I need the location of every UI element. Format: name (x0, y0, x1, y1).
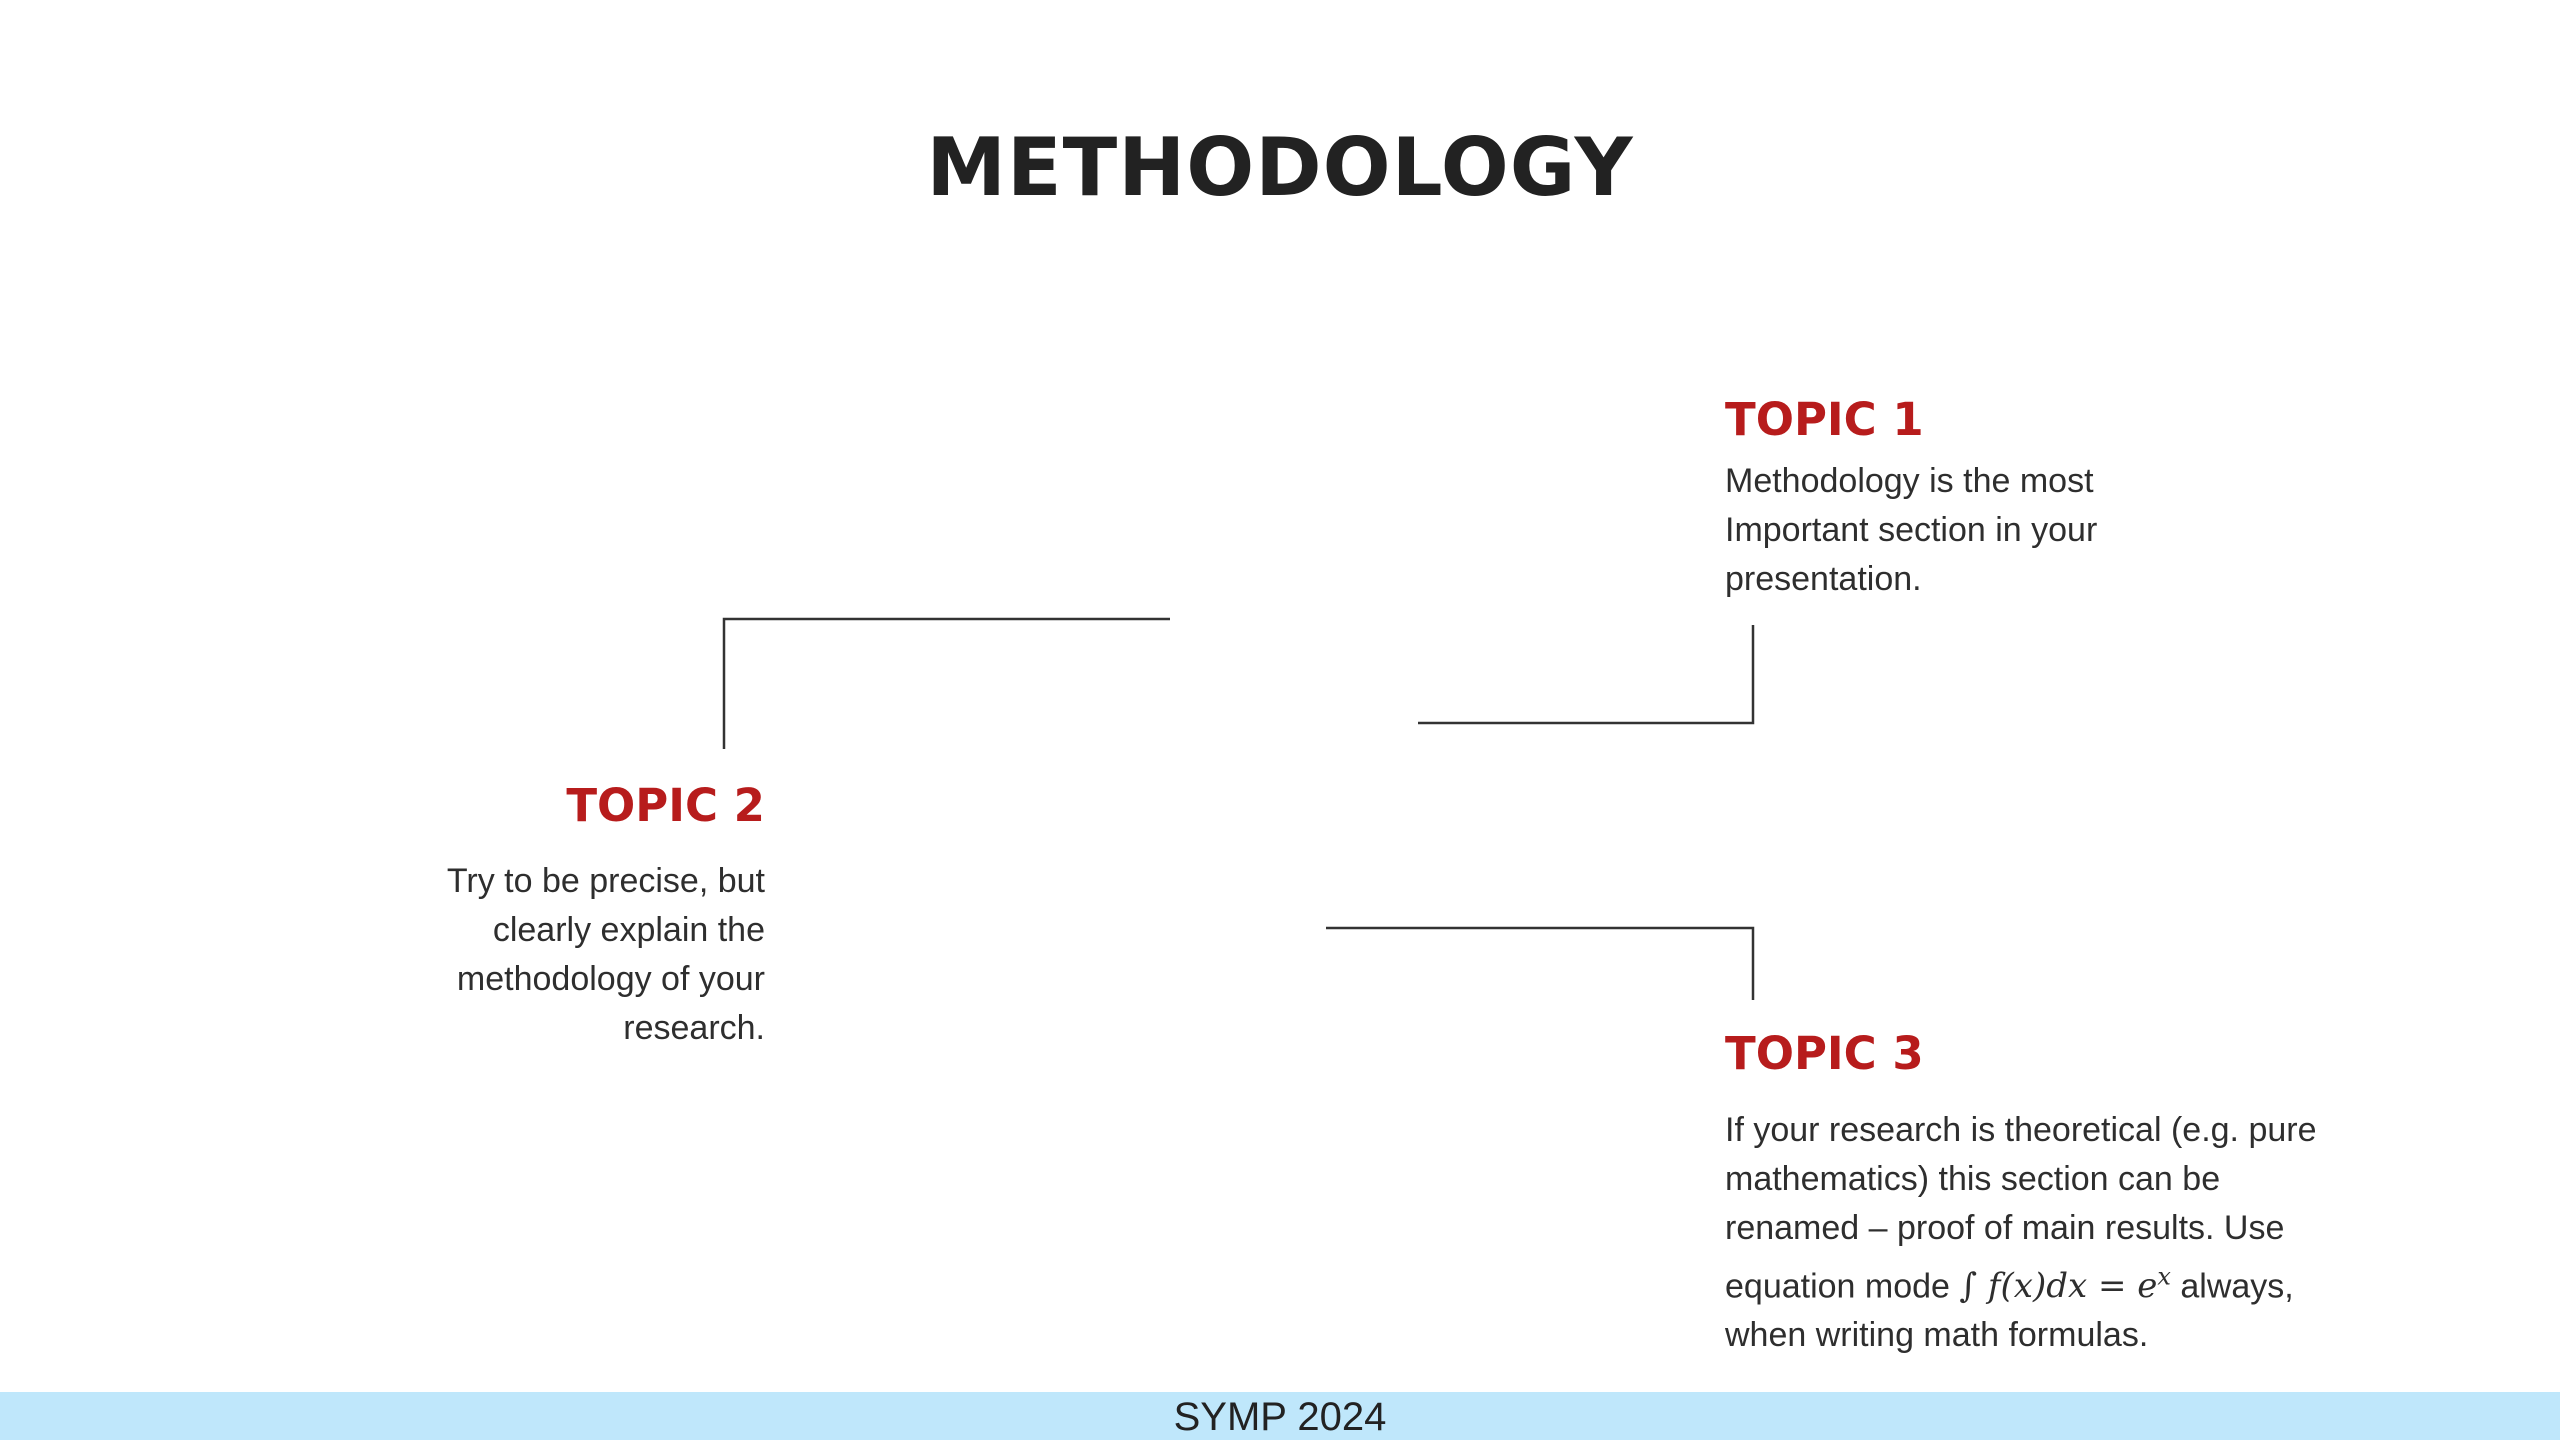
topic-2-line: clearly explain the (492, 911, 765, 949)
equation-superscript: x (2157, 1263, 2171, 1291)
topic-1-line: presentation. (1725, 560, 1922, 598)
equation (1959, 1263, 2171, 1307)
topic-2-line: Try to be precise, but (446, 862, 765, 900)
connector-topic3 (1326, 928, 1753, 1000)
topic-3-equation-line (1725, 1253, 2425, 1311)
equation-body: ∫ f(x)dx = e (1959, 1266, 2158, 1307)
topic-1-line: Important section in your (1725, 511, 2098, 549)
topic-3-line: mathematics) this section can be (1725, 1160, 2221, 1198)
page-title: METHODOLOGY (926, 121, 1634, 214)
topic-2-description (400, 857, 765, 1053)
topic-3-line: when writing math formulas. (1725, 1316, 2149, 1355)
topic-3-equation-suffix: always, (2170, 1267, 2294, 1306)
topic-2-heading: TOPIC 2 (566, 779, 765, 832)
topic-1-line: Methodology is the most (1725, 462, 2094, 500)
connector-topic1 (1418, 625, 1753, 723)
topic-1-heading: TOPIC 1 (1725, 393, 1924, 446)
topic-1-description (1725, 457, 2245, 604)
topic-3-line: renamed – proof of main results. Use (1725, 1209, 2285, 1247)
topic-2-line: methodology of your (456, 960, 765, 998)
topic-3-description (1725, 1106, 2425, 1360)
footer-text: SYMP 2024 (1173, 1395, 1387, 1439)
topic-3-equation-prefix: equation mode (1725, 1267, 1960, 1306)
topic-3-heading: TOPIC 3 (1725, 1027, 1924, 1080)
connector-topic2 (724, 619, 1170, 749)
topic-2-line: research. (623, 1009, 765, 1047)
topic-3-line: If your research is theoretical (e.g. pure (1725, 1111, 2317, 1149)
